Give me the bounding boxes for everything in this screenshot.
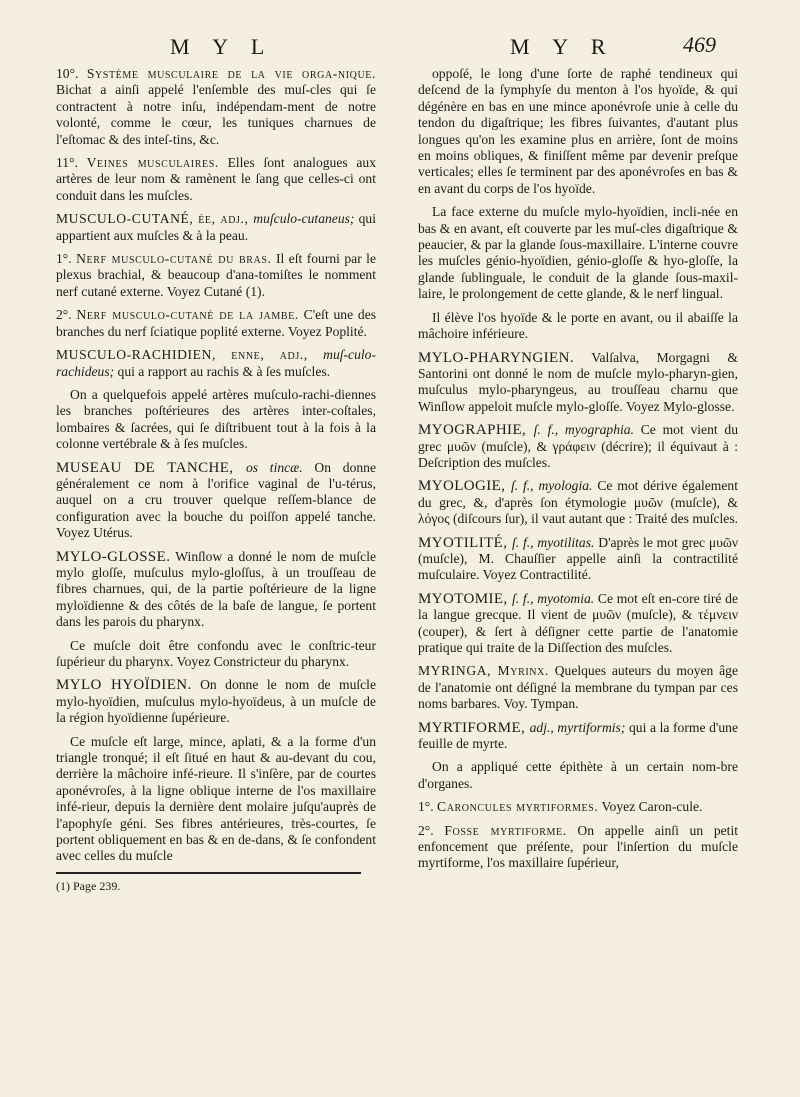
entry-paragraph [56, 347, 376, 380]
entry-text: Ce muſcle doit être confondu avec le conſtric-teur ſupérieur du pharynx. Voyez Constricteur du pharynx. [56, 637, 376, 669]
entry-headword: MYOTILITÉ, [418, 534, 512, 551]
entry-paragraph [56, 460, 376, 542]
entry-paragraph [56, 734, 376, 865]
entry-number: 1°. [56, 251, 77, 267]
running-head-center: M Y R [510, 34, 615, 59]
entry-headword: Caroncules myrtiformes. [437, 799, 599, 815]
entry-headword: MUSCULO-RACHIDIEN, enne, adj., [56, 347, 324, 363]
entry-text: Valſalva, Morgagni & Santorini ont donné le nom de muſcle mylo-pharyn-gien, muſculus mylo-pharyngeus, au trouſſeau charnu que Winſlow appeloit muſcle mylo-gloſſe. Voyez Mylo-glosse. [418, 349, 738, 414]
entry-paragraph [418, 535, 738, 584]
page-number: 469 [683, 32, 716, 57]
entry-text: On donne généralement ce nom à l'orifice vaginal de l'u-térus, auquel on a cru trouver quelque reſſem-blance de configuration avec la bouche du poiſſon appelé tanche. Voyez Utérus. [56, 459, 376, 541]
entry-paragraph [418, 720, 738, 753]
entry-latin-term: muſ-culo-rachideus; [56, 347, 376, 379]
entry-text: qui a rapport au rachis & à ſes muſcles. [114, 363, 331, 379]
entry-headword: MYRINGA, Myrinx. [418, 663, 549, 679]
entry-paragraph [418, 823, 738, 872]
entry-paragraph [56, 66, 376, 148]
footnote-rule [56, 872, 361, 874]
entry-number: 2°. [56, 307, 77, 323]
entry-text: Ce mot dérive également du grec, &, d'après ſon étymologie μυῶν (muſcle), & λόγος (diſcours ſur), il vaut autant que : Traité des muſcles. [418, 478, 739, 527]
entry-text: qui appartient aux muſcles & à la peau. [56, 211, 376, 243]
entry-paragraph [56, 549, 376, 631]
entry-paragraph [418, 422, 738, 471]
entry-paragraph [56, 677, 376, 726]
entry-paragraph [56, 211, 376, 244]
entry-paragraph [56, 638, 376, 671]
entry-text: D'après le mot grec μυῶν (muſcle), M. Chauſſier appelle ainſi la contractilité muſculaire. Voyez Contractilité. [418, 534, 738, 583]
entry-latin-term: adj., myrtiformis; [529, 719, 626, 735]
left-column [56, 66, 376, 894]
entry-headword: MYLO HYOÏDIEN. [56, 677, 192, 694]
entry-headword: Système musculaire de la vie orga-nique. [86, 66, 377, 81]
entry-text: C'eſt une des branches du nerf ſciatique poplité externe. Voyez Poplité. [56, 307, 377, 339]
entry-number: 2°. [418, 822, 445, 838]
entry-headword: Nerf musculo-cutané de la jambe. [76, 307, 299, 323]
entry-text: Ce mot vient du grec μυῶν (muſcle), & γράφειν (décrire); il équivaut à : Deſcription des muſcles. [418, 422, 738, 470]
entry-number: 1°. [418, 799, 438, 815]
entry-paragraph [418, 759, 738, 792]
entry-headword: MUSEAU DE TANCHE, [56, 459, 246, 476]
entry-text: Il eſt fourni par le plexus brachial, & beaucoup d'ana-tomiſtes le nomment nerf cutané externe. Voyez Cutané (1). [56, 251, 376, 299]
entry-text: Elles ſont analogues aux artères de leur nom & ramènent le ſang que celles-ci ont conduit dans les muſcles. [56, 155, 376, 203]
entry-latin-term: muſculo-cutaneus; [253, 211, 355, 227]
entry-paragraph [418, 799, 738, 815]
entry-text: Winſlow a donné le nom de muſcle mylo gloſſe, muſculus mylo-gloſſus, à un trouſſeau de fibres charnues, qui, de la partie poſtérieure de la ligne myloïdienne & des côtés de la baſe de langue, ſe portent dans les parois du pharynx. [56, 548, 376, 630]
footnote: (1) Page 239. [56, 878, 121, 893]
entry-headword: MYOTOMIE, [418, 590, 513, 607]
entry-text: Voyez Caron-cule. [598, 799, 703, 815]
entry-text: qui a la forme d'une feuille de myrte. [418, 719, 738, 752]
entry-paragraph [418, 478, 738, 527]
entry-number: 11°. [56, 155, 87, 171]
entry-headword: MYRTIFORME, [418, 719, 530, 736]
entry-headword: Nerf musculo-cutané du bras. [76, 251, 272, 267]
entry-text: On donne le nom de muſcle mylo-hyoïdien, muſculus mylo-hyoïdeus, à un muſcle de la région hyoïdienne ſupérieure. [56, 677, 376, 726]
entry-paragraph [56, 307, 376, 340]
entry-latin-term: ſ. f., myotilitas. [511, 534, 595, 550]
entry-text: On a quelquefois appelé artères muſculo-rachi-diennes les branches poſtérieures des artères inter-coſtales, lombaires & ſacrées, qui ſe diſtribuent tout à la fois à la colonne vertébrale & à ſes muſcles. [56, 386, 376, 452]
entry-paragraph [418, 204, 738, 302]
entry-text: Quelques auteurs du moyen âge de l'anatomie ont déſigné la membrane du tympan par ces noms barbares. Voy. Tympan. [418, 663, 738, 712]
entry-number: 10°. [56, 66, 87, 81]
entry-text: On a appliqué cette épithète à un certain nom-bre d'organes. [418, 759, 738, 791]
entry-paragraph [418, 591, 738, 657]
entry-latin-term: ſ. f., myographia. [533, 422, 634, 438]
entry-text: La face externe du muſcle mylo-hyoïdien, incli-née en bas & en avant, eſt couverte par les muſ-cles digaſtrique & peaucier, & par la glande ſous-maxillaire. L'interne couvre les muſcles génio-hyoïdien, génio-gloſſe & hyo-gloſſe, la glande ſublinguale, le conduit de la glande ſous-maxil-laire, le prolongement de cette glande, & le nerf lingual. [418, 204, 738, 302]
entry-headword: MYLO-GLOSSE. [56, 548, 171, 565]
entry-headword: MYOLOGIE, [418, 478, 511, 495]
entry-paragraph [418, 66, 738, 197]
entry-text: Il élève l'os hyoïde & le porte en avant, ou il abaiſſe la mâchoire inférieure. [418, 309, 738, 342]
entry-headword: MYOGRAPHIE, [418, 422, 534, 439]
entry-headword: MYLO-PHARYNGIEN. [418, 349, 574, 366]
entry-headword: MUSCULO-CUTANÉ, ée, adj., [56, 211, 254, 227]
entry-paragraph [418, 663, 738, 712]
entry-paragraph [56, 155, 376, 204]
entry-latin-term: os tincæ. [245, 459, 303, 475]
entry-text: Ce mot eſt en-core tiré de la langue grecque. Il vient de μυῶν (muſcle), & τέμνειν (couper), & ſert à déſigner cette partie de l'anatomie pratique qui traite de la Diſſection des muſcles. [418, 590, 738, 655]
entry-latin-term: ſ. f., myotomia. [512, 590, 595, 606]
entry-paragraph [56, 251, 376, 300]
entry-headword: Veines musculaires. [86, 155, 219, 171]
entry-headword: Fosse myrtiforme. [444, 822, 567, 838]
entry-text: oppoſé, le long d'une ſorte de raphé tendineux qui deſcend de la ſymphyſe du menton à l'os hyoïde, & qui dégénère en bas en une mince aponévroſe unie à celle du tendon du digaſtrique; les fibres ſuivantes, d'autant plus longues qu'on les examine plus en arrière, ſont de moins en moins obliques, & finiſſent même par devenir preſque verticales; elles ſe terminent par des aponévroſes en bas & en avant du corps de l'os hyoïde. [418, 66, 738, 196]
entry-text: Ce muſcle eſt large, mince, aplati, & a la forme d'un triangle tronqué; il eſt ſitué en haut & au-devant du cou, derrière la mâchoire infé-rieure. Il s'inſère, par de courtes aponévroſes, à la ligne oblique interne de l'os maxillaire infé-rieur, depuis la dernière dent molaire juſqu'auprès de l'apophyſe géni. Ses fibres antérieures, très-courtes, ſe portent obliquement en bas & en de-dans, & ſe confondent avec celles du muſcle [56, 733, 376, 864]
entry-text: Bichat a ainſi appelé l'enſemble des muſ-cles qui ſe contractent à notre inſu, indépendam-ment de notre volonté, comme le cœur, les tuniques charnues de l'eſtomac & des inteſ-tins, &c. [56, 82, 376, 147]
entry-paragraph [418, 310, 738, 343]
entry-text: On appelle ainſi un petit enfoncement que préſente, pour l'inſertion du muſcle myrtiforme, l'os maxillaire ſupérieur, [418, 822, 738, 871]
entry-paragraph [418, 350, 738, 416]
running-head-left: M Y L [170, 34, 274, 59]
entry-paragraph [56, 387, 376, 453]
entry-latin-term: ſ. f., myologia. [510, 478, 593, 494]
right-column [418, 66, 738, 879]
